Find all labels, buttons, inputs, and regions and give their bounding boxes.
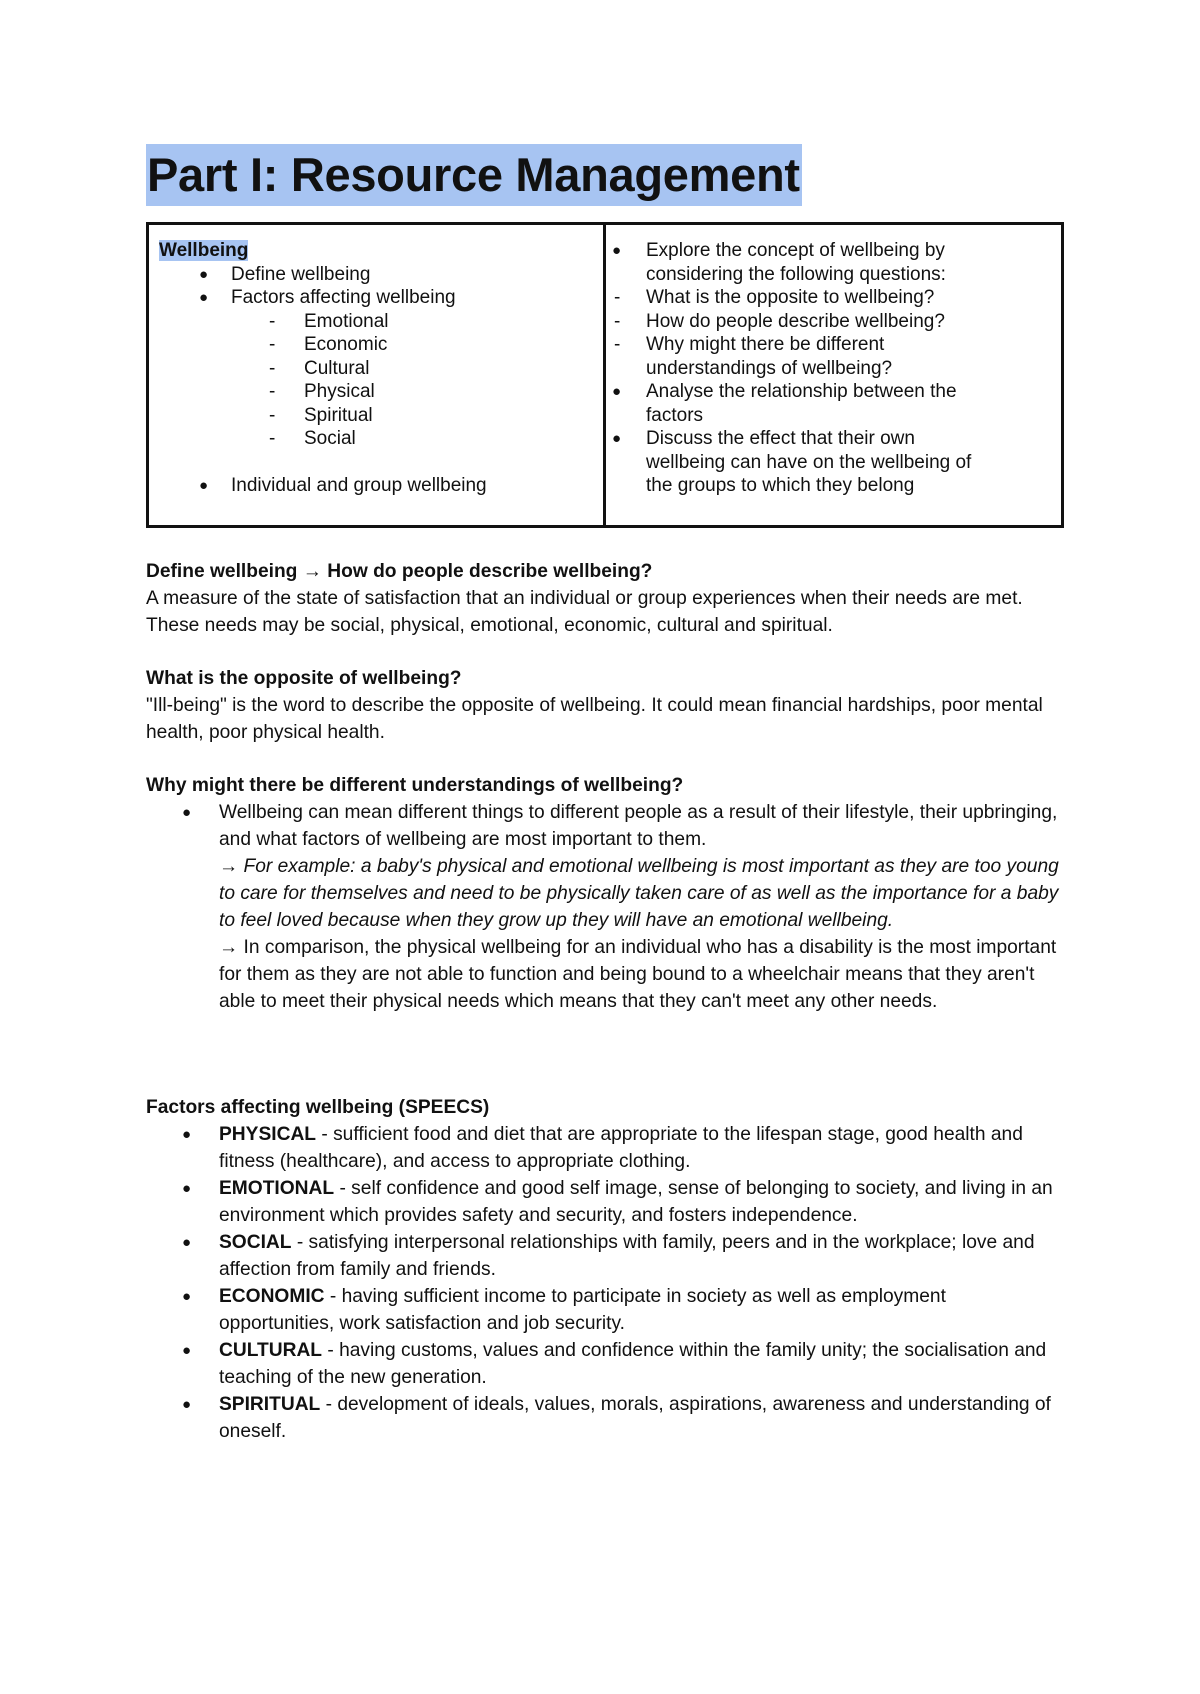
question-item: How do people describe wellbeing? (646, 310, 945, 332)
bullet-icon: ● (199, 265, 209, 283)
factor-desc: - having sufficient income to participate in society as well as employment opportunities, work satisfaction and job security. (219, 1286, 946, 1334)
section-heading: Why might there be different understandings of wellbeing? (146, 775, 684, 796)
factor-item (146, 1229, 1064, 1283)
question-item: Why might there be different (646, 334, 885, 355)
factor-term: PHYSICAL (219, 1124, 317, 1145)
sub-list-item: Physical (304, 381, 375, 402)
list-item: Define wellbeing (231, 263, 371, 285)
list-item-text: Wellbeing can mean different things to different people as a result of their lifestyle, their upbringing, and what factors of wellbeing are most important to them. (219, 802, 1058, 850)
page-title: Part I: Resource Management (146, 144, 802, 206)
dash-icon: - (269, 381, 276, 402)
list-item-cont: the groups to which they belong (646, 475, 915, 496)
bullet-icon: ● (612, 383, 622, 400)
bullet-icon: ● (182, 1288, 192, 1305)
comparison-text: → In comparison, the physical wellbeing for an individual who has a disability is the most important for them as they are not able to function and being bound to a wheelchair means that they aren't able to meet their physical needs which means that they can't meet any other needs. (219, 937, 1057, 1012)
sub-list-item: Cultural (304, 357, 370, 379)
bullet-icon: ● (182, 1396, 192, 1413)
bullet-icon: ● (182, 804, 192, 821)
factor-desc: - having customs, values and confidence within the family unity; the socialisation and teaching of the new generation. (219, 1340, 1047, 1388)
example-text: → For example: a baby's physical and emotional wellbeing is most important as they are too young to care for themselves and need to be physically taken care of as well as the importance for a baby to feel loved because when they grow up they will have an emotional wellbeing. (219, 856, 1059, 931)
factor-item (146, 1283, 1064, 1337)
factor-term: SPIRITUAL (219, 1394, 321, 1415)
section-heading: What is the opposite of wellbeing? (146, 668, 462, 689)
section-heading: Factors affecting wellbeing (SPEECS) (146, 1097, 490, 1118)
title-block (146, 144, 802, 206)
sub-list-item: Emotional (304, 310, 389, 332)
factor-term: CULTURAL (219, 1340, 323, 1361)
factor-item (146, 1175, 1064, 1229)
list-item: Discuss the effect that their own (646, 428, 915, 449)
dash-icon: - (614, 287, 621, 308)
bullet-icon: ● (612, 430, 622, 447)
bullet-icon: ● (199, 289, 209, 306)
question-item-cont: understandings of wellbeing? (646, 357, 893, 379)
sub-list-item: Economic (304, 334, 388, 355)
list-item: Explore the concept of wellbeing by (646, 240, 945, 261)
bullet-icon: ● (612, 242, 622, 259)
factor-item (146, 1391, 1064, 1445)
question-item: What is the opposite to wellbeing? (646, 287, 935, 308)
dash-icon: - (269, 310, 276, 332)
bullet-icon: ● (182, 1126, 192, 1143)
opposite-section (146, 665, 1064, 746)
topic-table (146, 222, 1064, 528)
factor-desc: - self confidence and good self image, sense of belonging to society, and living in an environment which provides safety and security, and fosters independence. (219, 1178, 1053, 1226)
dash-icon: - (269, 357, 276, 379)
table-heading: Wellbeing (159, 240, 249, 261)
bullet-icon: ● (182, 1180, 192, 1197)
dash-icon: - (269, 404, 276, 426)
define-section (146, 558, 1064, 639)
factors-section (146, 1094, 1064, 1445)
factor-term: EMOTIONAL (219, 1178, 335, 1199)
bullet-icon: ● (182, 1234, 192, 1251)
section-text: A measure of the state of satisfaction that an individual or group experiences when their needs are met. These needs may be social, physical, emotional, economic, cultural and spiritual. (146, 588, 1023, 636)
bullet-icon: ● (182, 1342, 192, 1359)
dash-icon: - (614, 334, 621, 355)
list-item: Individual and group wellbeing (231, 475, 487, 496)
list-item-cont: factors (646, 404, 704, 426)
list-item (146, 799, 1064, 1015)
bullet-icon: ● (199, 477, 209, 494)
dash-icon: - (269, 334, 276, 355)
dash-icon: - (614, 310, 621, 332)
sub-list-item: Social (304, 428, 356, 449)
list-item: Factors affecting wellbeing (231, 287, 456, 308)
factor-desc: - sufficient food and diet that are appropriate to the lifespan stage, good health and fitness (healthcare), and access to appropriate clothing. (219, 1124, 1023, 1172)
list-item-cont: wellbeing can have on the wellbeing of (646, 451, 972, 473)
table-cell-right (606, 225, 1061, 525)
sub-list-item: Spiritual (304, 404, 373, 426)
factor-term: SOCIAL (219, 1232, 292, 1253)
list-item: Analyse the relationship between the (646, 381, 957, 402)
section-text: "Ill-being" is the word to describe the opposite of wellbeing. It could mean financial hardships, poor mental health, poor physical health. (146, 695, 1043, 743)
dash-icon: - (269, 428, 276, 449)
factor-item (146, 1121, 1064, 1175)
understandings-section (146, 772, 1064, 1015)
section-heading: Define wellbeing → How do people describe wellbeing? (146, 561, 653, 582)
factor-item (146, 1337, 1064, 1391)
factor-desc: - satisfying interpersonal relationships with family, peers and in the workplace; love and affection from family and friends. (219, 1232, 1035, 1280)
factor-term: ECONOMIC (219, 1286, 325, 1307)
list-item-cont: considering the following questions: (646, 263, 946, 285)
factor-desc: - development of ideals, values, morals, aspirations, awareness and understanding of oneself. (219, 1394, 1051, 1442)
table-cell-left (149, 225, 606, 525)
